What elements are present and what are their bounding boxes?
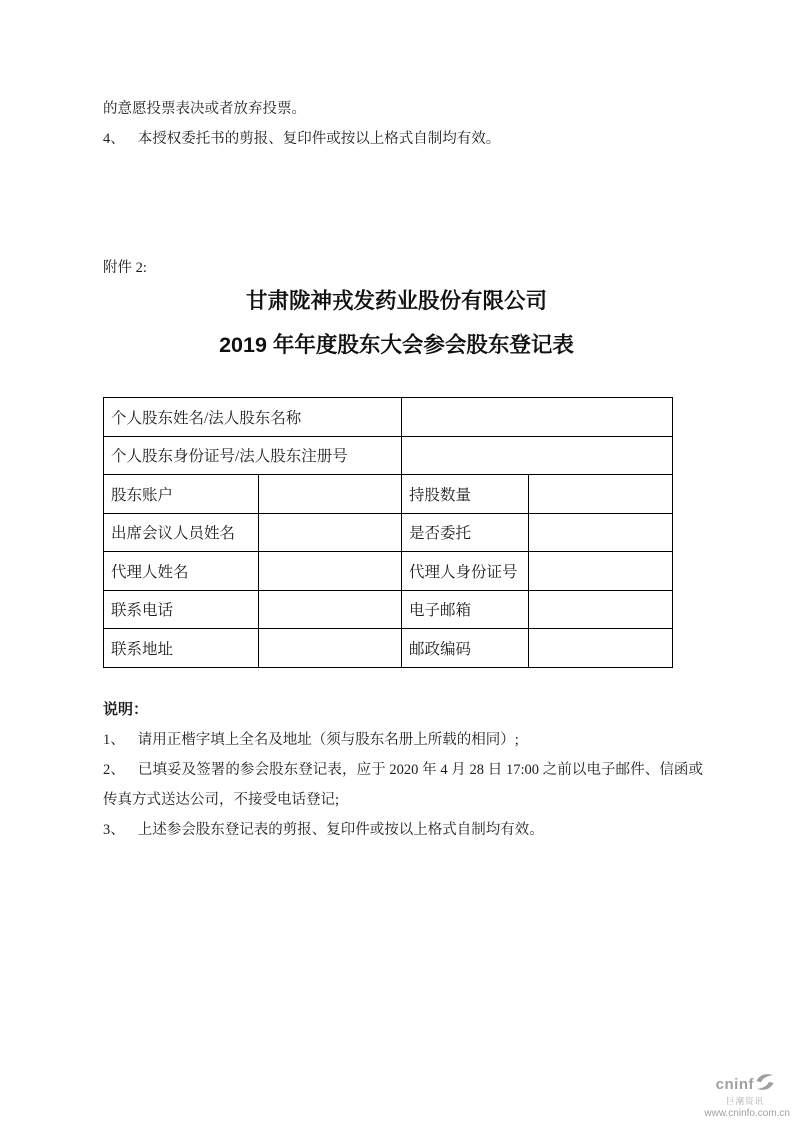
table-row xyxy=(104,629,673,668)
table-value-email xyxy=(529,590,673,629)
cninfo-swirl-icon xyxy=(755,1073,775,1096)
table-row xyxy=(104,436,673,475)
note-item-3-text: 上述参会股东登记表的剪报、复印件或按以上格式自制均有效。 xyxy=(137,822,544,838)
note-item-1-text: 请用正楷字填上全名及地址（须与股东名册上所载的相同）; xyxy=(137,732,519,748)
cninfo-brand-text: cninf xyxy=(715,1076,754,1093)
note-item-1-number: 1、 xyxy=(103,732,125,748)
cninfo-brand-chinese: 巨潮资讯 xyxy=(725,1096,764,1106)
table-value-phone xyxy=(259,590,402,629)
table-row xyxy=(104,513,673,552)
table-label-proxy-id: 代理人身份证号 xyxy=(402,552,529,591)
table-value-attendee-name xyxy=(259,513,402,552)
table-label-shareholder-name: 个人股东姓名/法人股东名称 xyxy=(104,398,402,437)
table-row xyxy=(104,552,673,591)
list-item-4 xyxy=(103,131,500,148)
table-value-shares-held xyxy=(529,475,673,514)
table-label-attendee-name: 出席会议人员姓名 xyxy=(104,513,259,552)
table-label-shareholder-id: 个人股东身份证号/法人股东注册号 xyxy=(104,436,402,475)
table-label-proxy-name: 代理人姓名 xyxy=(104,552,259,591)
notes-section xyxy=(103,695,703,845)
list-item-4-number: 4、 xyxy=(103,131,125,147)
table-label-shares-held: 持股数量 xyxy=(402,475,529,514)
note-item-2 xyxy=(103,755,703,815)
list-item-4-text: 本授权委托书的剪报、复印件或按以上格式自制均有效。 xyxy=(137,131,501,147)
note-item-2-number: 2、 xyxy=(103,762,125,778)
cninfo-url: www.cninfo.com.cn xyxy=(704,1108,790,1119)
intro-line: 的意愿投票表决或者放弃投票。 xyxy=(103,101,306,117)
note-item-1 xyxy=(103,725,703,755)
table-value-shareholder-account xyxy=(259,475,402,514)
table-value-proxy-id xyxy=(529,552,673,591)
table-row xyxy=(104,398,673,437)
table-value-address xyxy=(259,629,402,668)
table-value-proxy-name xyxy=(259,552,402,591)
table-value-postal-code xyxy=(529,629,673,668)
table-row xyxy=(104,475,673,514)
registration-table xyxy=(103,397,673,668)
table-label-email: 电子邮箱 xyxy=(402,590,529,629)
notes-heading: 说明： xyxy=(103,702,149,718)
note-item-3 xyxy=(103,815,703,845)
table-value-is-proxy xyxy=(529,513,673,552)
table-value-shareholder-id xyxy=(402,436,673,475)
note-item-3-number: 3、 xyxy=(103,822,125,838)
note-item-2-text: 已填妥及签署的参会股东登记表，应于 2020 年 4 月 28 日 17:00 之前以电子邮件、信函或传真方式送达公司，不接受电话登记; xyxy=(103,762,704,808)
table-label-postal-code: 邮政编码 xyxy=(402,629,529,668)
form-subtitle: 2019 年年度股东大会参会股东登记表 xyxy=(219,333,574,357)
cninfo-logo xyxy=(700,1073,791,1119)
company-title: 甘肃陇神戎发药业股份有限公司 xyxy=(245,289,547,313)
table-label-address: 联系地址 xyxy=(104,629,259,668)
table-row xyxy=(104,590,673,629)
cninfo-brand-row xyxy=(700,1073,791,1096)
table-label-is-proxy: 是否委托 xyxy=(402,513,529,552)
attachment-label: 附件 2: xyxy=(103,260,147,276)
table-label-phone: 联系电话 xyxy=(104,590,259,629)
table-value-shareholder-name xyxy=(402,398,673,437)
table-label-shareholder-account: 股东账户 xyxy=(104,475,259,514)
